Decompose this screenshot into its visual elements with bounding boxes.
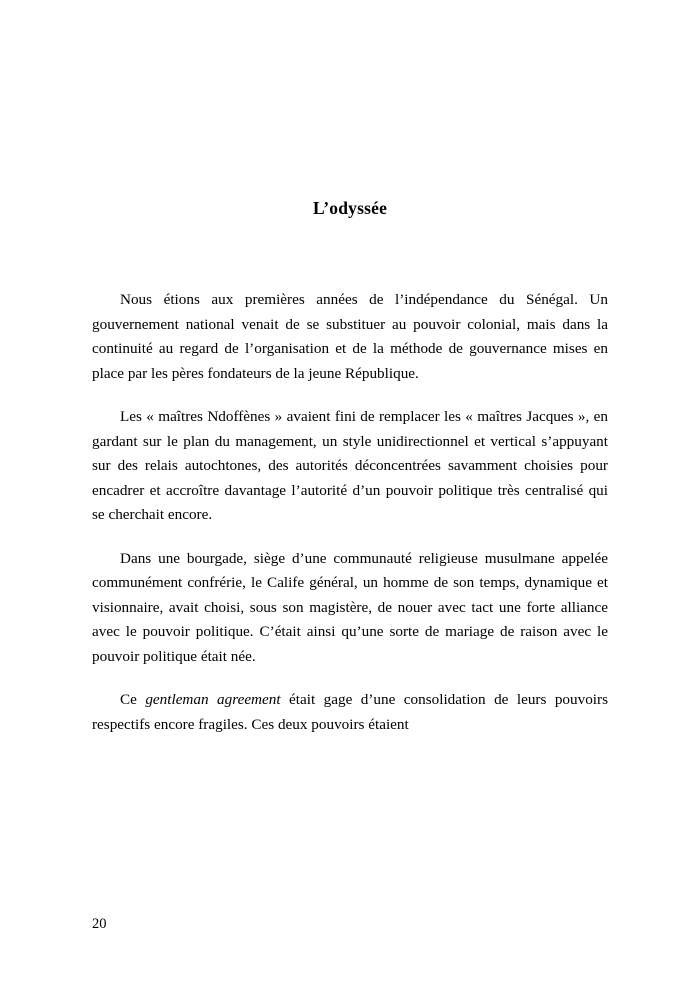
paragraph-2: Les « maîtres Ndoffènes » avaient fini de remplacer les « maîtres Jacques », en gardant sur le plan du management, un style unidirectionnel et vertical s’appuyant sur des relais autochtones, des autorités déconcentrées savamment choisies pour encadrer et accroître davantage l’autorité d’un pouvoir politique très centralisé qui se cherchait encore. <box>92 408 608 523</box>
paragraph-4 <box>92 688 608 737</box>
page-number: 20 <box>92 916 107 932</box>
chapter-title: L’odyssée <box>312 198 388 218</box>
paragraph-3: Dans une bourgade, siège d’une communauté religieuse musulmane appelée communément confrérie, le Calife général, un homme de son temps, dynamique et visionnaire, avait choisi, sous son magistère, de nouer avec tact une forte alliance avec le pouvoir politique. C’était ainsi qu’une sorte de mariage de raison avec le pouvoir politique était née. <box>92 549 608 665</box>
body-text <box>92 288 608 737</box>
paragraph-4-after-italic: était gage d’une consolidation de leurs pouvoirs respectifs encore fragiles. Ces deux pouvoirs étaient <box>92 691 608 733</box>
paragraph-1: Nous étions aux premières années de l’indépendance du Sénégal. Un gouvernement national venait de se substituer au pouvoir colonial, mais dans la continuité au regard de l’organisation et de la méthode de gouvernance mises en place par les pères fondateurs de la jeune République. <box>92 291 608 382</box>
paragraph-4-before-italic: Ce <box>120 691 146 708</box>
paragraph-4-italic-phrase: gentleman agreement <box>145 691 281 708</box>
